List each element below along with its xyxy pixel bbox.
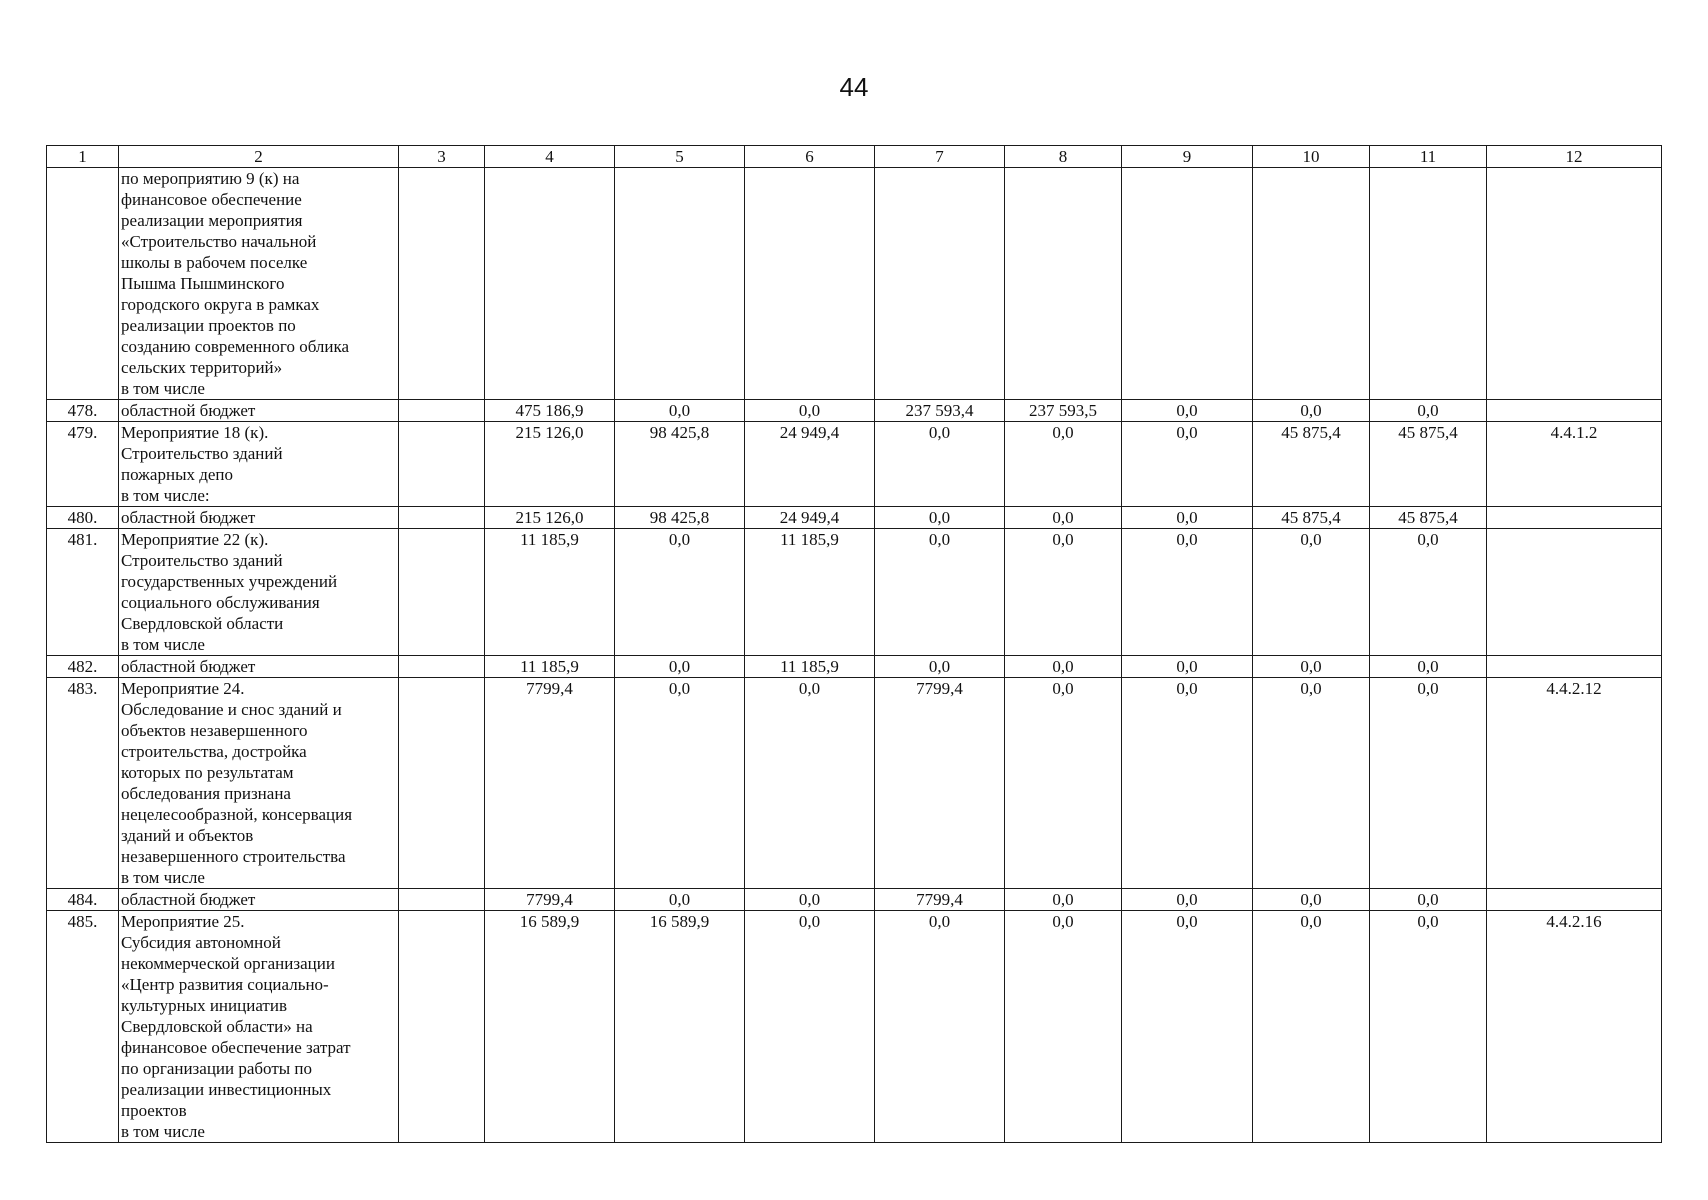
row-name-line: Свердловской области» на — [121, 1017, 313, 1036]
row-name-line: по мероприятию 9 (к) на — [121, 169, 300, 188]
row-number: 482. — [47, 656, 119, 678]
amount-cell: 11 185,9 — [745, 529, 875, 656]
row-name — [119, 911, 399, 1143]
amount-cell: 16 589,9 — [615, 911, 745, 1143]
page-number: 44 — [839, 72, 869, 102]
amount-cell: 7799,4 — [485, 889, 615, 911]
row-name-line: культурных инициатив — [121, 996, 287, 1015]
row-number: 480. — [47, 507, 119, 529]
amount-cell: 0,0 — [615, 889, 745, 911]
amount-cell: 0,0 — [1370, 400, 1487, 422]
target-code-cell — [1487, 400, 1662, 422]
amount-cell: 45 875,4 — [1370, 422, 1487, 507]
row-name — [119, 400, 399, 422]
column-header: 11 — [1370, 146, 1487, 168]
row-name-line: нецелесообразной, консервация — [121, 805, 353, 824]
row-name-line: сельских территорий» — [121, 358, 283, 377]
amount-cell: 0,0 — [1253, 656, 1370, 678]
table-row — [47, 889, 1662, 911]
row-name-line: социального обслуживания — [121, 593, 320, 612]
amount-cell: 0,0 — [615, 678, 745, 889]
row-name — [119, 529, 399, 656]
amount-cell: 0,0 — [745, 400, 875, 422]
column-3-cell — [399, 656, 485, 678]
row-name — [119, 889, 399, 911]
row-name-line: областной бюджет — [121, 401, 256, 420]
row-name-line: государственных учреждений — [121, 572, 338, 591]
amount-cell: 0,0 — [1253, 678, 1370, 889]
row-name-line: Пышма Пышминского — [121, 274, 285, 293]
amount-cell: 7799,4 — [875, 678, 1005, 889]
amount-cell: 11 185,9 — [485, 529, 615, 656]
amount-cell: 0,0 — [1122, 911, 1253, 1143]
amount-cell: 0,0 — [1253, 889, 1370, 911]
column-number-row — [47, 146, 1662, 168]
target-code-cell: 4.4.1.2 — [1487, 422, 1662, 507]
program-table — [46, 145, 1662, 1143]
row-number: 481. — [47, 529, 119, 656]
amount-cell: 215 126,0 — [485, 422, 615, 507]
column-3-cell — [399, 889, 485, 911]
table-row — [47, 507, 1662, 529]
table-row — [47, 168, 1662, 400]
amount-cell: 0,0 — [1370, 889, 1487, 911]
column-header: 9 — [1122, 146, 1253, 168]
row-name — [119, 678, 399, 889]
column-header: 3 — [399, 146, 485, 168]
target-code-cell — [1487, 168, 1662, 400]
row-name-line: по организации работы по — [121, 1059, 313, 1078]
amount-cell: 24 949,4 — [745, 507, 875, 529]
amount-cell: 0,0 — [1005, 656, 1122, 678]
row-name-line: обследования признана — [121, 784, 291, 803]
row-name-line: Мероприятие 24. — [121, 679, 245, 698]
row-name-line: объектов незавершенного — [121, 721, 308, 740]
amount-cell: 0,0 — [745, 889, 875, 911]
amount-cell: 0,0 — [615, 656, 745, 678]
amount-cell: 0,0 — [1005, 678, 1122, 889]
row-name-line: областной бюджет — [121, 508, 256, 527]
row-name-line: Обследование и снос зданий и — [121, 700, 342, 719]
table-row — [47, 422, 1662, 507]
amount-cell: 0,0 — [875, 529, 1005, 656]
amount-cell: 0,0 — [1370, 656, 1487, 678]
amount-cell — [485, 168, 615, 400]
amount-cell: 0,0 — [875, 911, 1005, 1143]
row-name-line: в том числе — [121, 1122, 205, 1141]
amount-cell — [1253, 168, 1370, 400]
amount-cell: 0,0 — [1370, 678, 1487, 889]
amount-cell: 0,0 — [1122, 889, 1253, 911]
column-header: 10 — [1253, 146, 1370, 168]
amount-cell: 0,0 — [1122, 656, 1253, 678]
column-3-cell — [399, 678, 485, 889]
row-number: 479. — [47, 422, 119, 507]
amount-cell: 0,0 — [1253, 400, 1370, 422]
row-name — [119, 656, 399, 678]
amount-cell — [1370, 168, 1487, 400]
row-name — [119, 507, 399, 529]
row-name-line: областной бюджет — [121, 657, 256, 676]
amount-cell: 0,0 — [615, 400, 745, 422]
amount-cell: 45 875,4 — [1370, 507, 1487, 529]
column-3-cell — [399, 400, 485, 422]
amount-cell: 215 126,0 — [485, 507, 615, 529]
target-code-cell — [1487, 507, 1662, 529]
target-code-cell — [1487, 889, 1662, 911]
amount-cell — [875, 168, 1005, 400]
row-name-line: финансовое обеспечение затрат — [121, 1038, 351, 1057]
table-row — [47, 911, 1662, 1143]
table-row — [47, 529, 1662, 656]
table-row — [47, 678, 1662, 889]
row-name-line: Строительство зданий — [121, 444, 283, 463]
row-number: 478. — [47, 400, 119, 422]
target-code-cell — [1487, 529, 1662, 656]
row-name-line: городского округа в рамках — [121, 295, 320, 314]
row-name — [119, 168, 399, 400]
amount-cell: 0,0 — [1005, 507, 1122, 529]
amount-cell — [615, 168, 745, 400]
amount-cell: 11 185,9 — [745, 656, 875, 678]
row-number — [47, 168, 119, 400]
row-number: 483. — [47, 678, 119, 889]
amount-cell: 45 875,4 — [1253, 507, 1370, 529]
amount-cell: 16 589,9 — [485, 911, 615, 1143]
amount-cell: 0,0 — [1370, 911, 1487, 1143]
amount-cell: 0,0 — [1122, 422, 1253, 507]
column-3-cell — [399, 422, 485, 507]
column-3-cell — [399, 529, 485, 656]
amount-cell — [1122, 168, 1253, 400]
amount-cell: 0,0 — [1122, 678, 1253, 889]
row-name-line: реализации проектов по — [121, 316, 296, 335]
amount-cell: 0,0 — [1253, 529, 1370, 656]
amount-cell: 0,0 — [1122, 400, 1253, 422]
amount-cell: 0,0 — [875, 656, 1005, 678]
column-3-cell — [399, 507, 485, 529]
row-name-line: «Центр развития социально- — [121, 975, 329, 994]
amount-cell: 98 425,8 — [615, 422, 745, 507]
row-name-line: Строительство зданий — [121, 551, 283, 570]
row-name-line: в том числе: — [121, 486, 210, 505]
target-code-cell: 4.4.2.12 — [1487, 678, 1662, 889]
row-name-line: в том числе — [121, 868, 205, 887]
amount-cell: 0,0 — [875, 422, 1005, 507]
amount-cell: 45 875,4 — [1253, 422, 1370, 507]
amount-cell — [1005, 168, 1122, 400]
column-header: 8 — [1005, 146, 1122, 168]
row-name-line: Свердловской области — [121, 614, 284, 633]
row-name-line: реализации мероприятия — [121, 211, 303, 230]
row-name — [119, 422, 399, 507]
amount-cell: 7799,4 — [875, 889, 1005, 911]
amount-cell: 0,0 — [875, 507, 1005, 529]
row-name-line: некоммерческой организации — [121, 954, 335, 973]
row-name-line: Субсидия автономной — [121, 933, 281, 952]
target-code-cell: 4.4.2.16 — [1487, 911, 1662, 1143]
amount-cell: 237 593,5 — [1005, 400, 1122, 422]
table-row — [47, 656, 1662, 678]
row-name-line: строительства, достройка — [121, 742, 307, 761]
table-row — [47, 400, 1662, 422]
amount-cell: 0,0 — [1122, 529, 1253, 656]
column-header: 12 — [1487, 146, 1662, 168]
column-header: 2 — [119, 146, 399, 168]
row-name-line: областной бюджет — [121, 890, 256, 909]
amount-cell: 0,0 — [745, 678, 875, 889]
amount-cell: 7799,4 — [485, 678, 615, 889]
row-name-line: «Строительство начальной — [121, 232, 317, 251]
row-name-line: зданий и объектов — [121, 826, 254, 845]
row-number: 484. — [47, 889, 119, 911]
column-header: 7 — [875, 146, 1005, 168]
row-name-line: созданию современного облика — [121, 337, 350, 356]
amount-cell: 0,0 — [1253, 911, 1370, 1143]
column-header: 5 — [615, 146, 745, 168]
column-3-cell — [399, 911, 485, 1143]
row-name-line: Мероприятие 18 (к). — [121, 423, 269, 442]
amount-cell: 0,0 — [1122, 507, 1253, 529]
row-name-line: пожарных депо — [121, 465, 234, 484]
row-name-line: проектов — [121, 1101, 187, 1120]
row-number: 485. — [47, 911, 119, 1143]
amount-cell: 0,0 — [1005, 889, 1122, 911]
row-name-line: в том числе — [121, 635, 205, 654]
row-name-line: реализации инвестиционных — [121, 1080, 332, 1099]
column-header: 4 — [485, 146, 615, 168]
target-code-cell — [1487, 656, 1662, 678]
row-name-line: школы в рабочем поселке — [121, 253, 308, 272]
amount-cell: 0,0 — [1370, 529, 1487, 656]
column-header: 6 — [745, 146, 875, 168]
row-name-line: незавершенного строительства — [121, 847, 346, 866]
row-name-line: Мероприятие 22 (к). — [121, 530, 269, 549]
row-name-line: Мероприятие 25. — [121, 912, 245, 931]
amount-cell: 0,0 — [745, 911, 875, 1143]
amount-cell: 0,0 — [615, 529, 745, 656]
row-name-line: в том числе — [121, 379, 205, 398]
row-name-line: которых по результатам — [121, 763, 294, 782]
amount-cell: 237 593,4 — [875, 400, 1005, 422]
amount-cell: 0,0 — [1005, 422, 1122, 507]
amount-cell: 98 425,8 — [615, 507, 745, 529]
amount-cell — [745, 168, 875, 400]
column-3-cell — [399, 168, 485, 400]
amount-cell: 0,0 — [1005, 529, 1122, 656]
amount-cell: 475 186,9 — [485, 400, 615, 422]
amount-cell: 11 185,9 — [485, 656, 615, 678]
amount-cell: 24 949,4 — [745, 422, 875, 507]
amount-cell: 0,0 — [1005, 911, 1122, 1143]
column-header: 1 — [47, 146, 119, 168]
row-name-line: финансовое обеспечение — [121, 190, 302, 209]
